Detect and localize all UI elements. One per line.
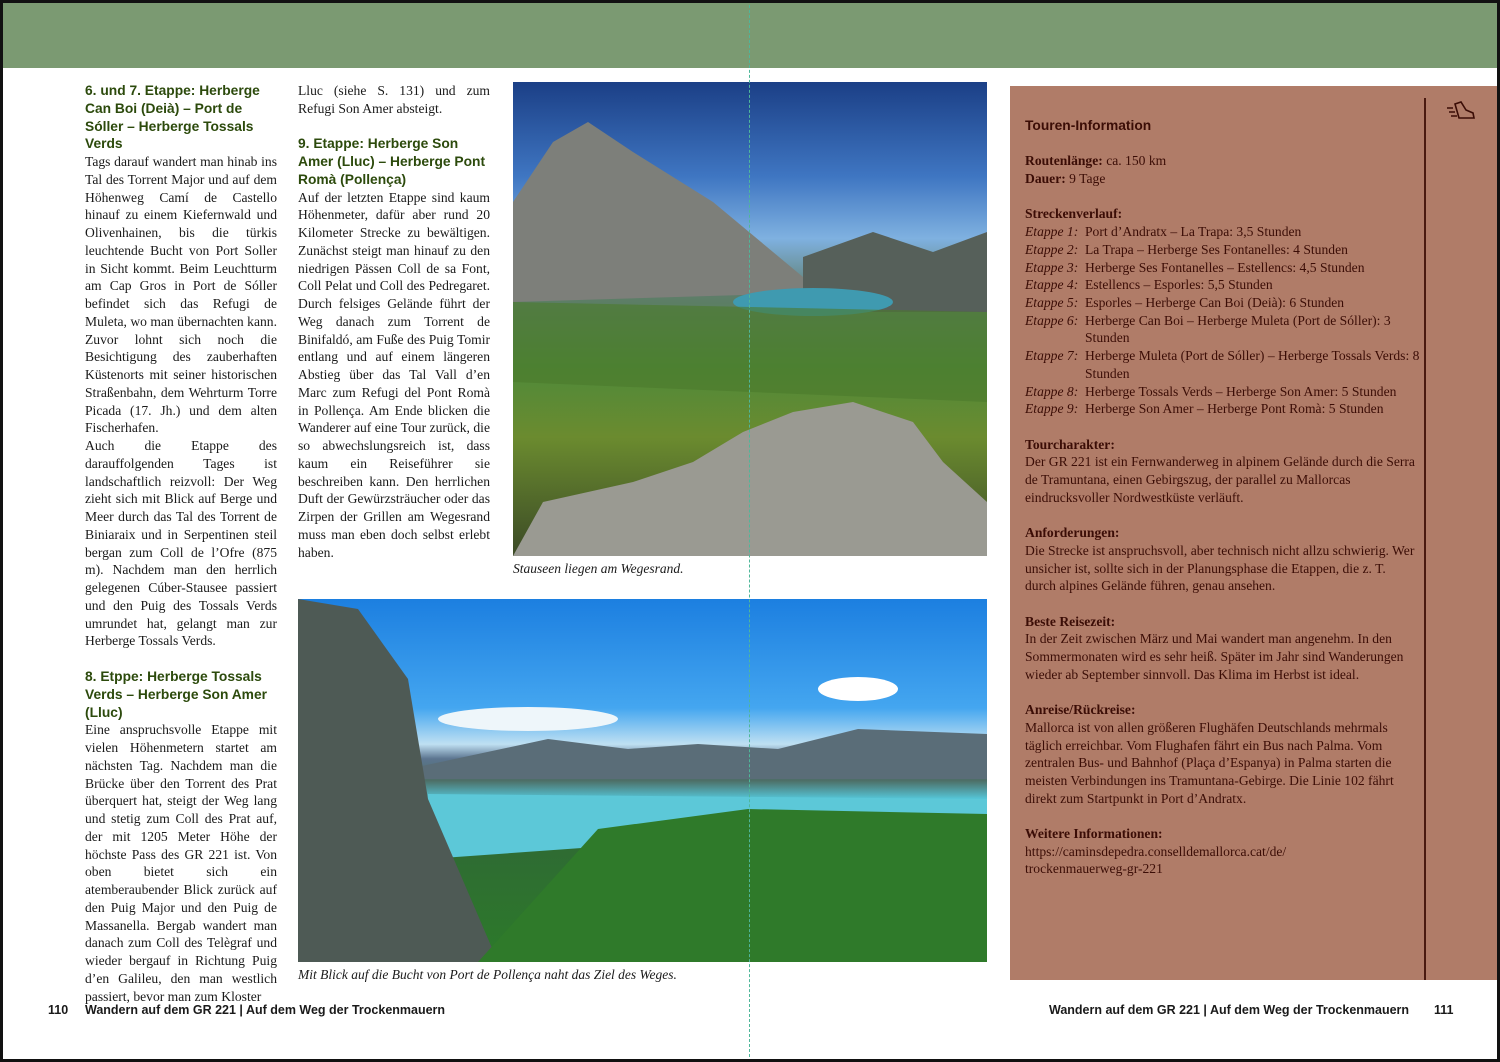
requirements: Die Strecke ist anspruchsvoll, aber technisch nicht allzu schwierig. Wer unsicher ist, sollte sich in der Planungsphase die Etappen, die z. T. durch alpines Gelände führen, genau ansehen. bbox=[1025, 542, 1415, 594]
label: Beste Reisezeit: bbox=[1025, 613, 1116, 629]
stage-item: Etappe 3: Herberge Ses Fontanelles – Estellencs: 4,5 Stunden bbox=[1025, 259, 1365, 275]
divider bbox=[1424, 98, 1426, 980]
stage-item: Etappe 2: La Trapa – Herberge Ses Fontanelles: 4 Stunden bbox=[1025, 241, 1348, 257]
body-text: Auch die Etappe des darauffolgenden Tages ist landschaftlich reizvoll: Der Weg zieht sich mit Blick auf Berge und Meer durch das Tal des Torrent de Biniaraix und in Serpentinen steil bergan zum Coll de l’Ofre (875 m). Nachdem man den herrlich gelegenen Cúber-Stausee passiert und den Puig des Tossals Verds umrundet hat, gelangt man zur Herberge Tossals Verds. bbox=[85, 438, 277, 649]
tour-info-box bbox=[1010, 86, 1497, 980]
tour-character: Der GR 221 ist ein Fernwanderweg in alpinem Gelände durch die Serra de Tramuntana, einen Gebirgszug, der parallel zu Mallorcas eindrucksvoller Nordwestküste verläuft. bbox=[1025, 454, 1415, 505]
section-heading: 9. Etappe: Herberge Son Amer (Lluc) – Herberge Pont Romà (Pollença) bbox=[298, 136, 486, 187]
stage-item: Etappe 8: Herberge Tossals Verds – Herberge Son Amer: 5 Stunden bbox=[1025, 383, 1397, 399]
stage-item: Etappe 5: Esporles – Herberge Can Boi (Deià): 6 Stunden bbox=[1025, 295, 1345, 310]
label: Streckenverlauf: bbox=[1025, 206, 1123, 222]
section-heading: 6. und 7. Etappe: Herberge Can Boi (Deià) – Port de Sóller – Herberge Tossals Verds bbox=[85, 83, 260, 152]
stage-item: Etappe 7: Herberge Muleta (Port de Sóller) – Herberge Tossals Verds: 8 Stunden bbox=[1025, 348, 1420, 381]
stage-item: Etappe 6: Herberge Can Boi – Herberge Muleta (Port de Sóller): 3 Stunden bbox=[1025, 312, 1391, 346]
running-footer: Wandern auf dem GR 221 | Auf dem Weg der Trockenmauern bbox=[85, 1003, 446, 1017]
travel-info: Mallorca ist von allen größeren Flughäfen Deutschlands mehrmals täglich erreichbar. Vom Flughafen fährt ein Bus nach Palma. Vom zentralen Bus- und Bahnhof (Plaça d’Espanya) in Palma starten die meisten Verbindungen ins Tramuntana-Gebirge. Die Linie 102 fährt direkt zum Startpunkt in Port d’Andratx. bbox=[1025, 719, 1394, 806]
photo-caption: Mit Blick auf die Bucht von Port de Pollença naht das Ziel des Weges. bbox=[298, 967, 677, 982]
more-info-link[interactable]: https://caminsdepedra.conselldemallorca.cat/de/ bbox=[1025, 843, 1287, 859]
label: Routenlänge: bbox=[1025, 153, 1103, 169]
body-text: Auf der letzten Etappe sind kaum Höhenmeter, dafür aber rund 20 Kilometer Strecke zu bewältigen. Zunächst steigt man hinauf zu den niedrigen Pässen Coll de sa Font, Coll Pelat und Coll des Pedregaret. Durch felsiges Gelände führt der Weg danach zum Torrent de Binifaldó, am Fuße des Puig Tomir entlang und auf einem längeren Abstieg über das Tal Vall d’en Marc zum Refugi del Pont Romà in Pollença. Am Ende blicken die Wanderer auf eine Tour zurück, die so abwechslungsreich ist, dass kaum ein Reiseführer sie beschreiben kann. Den herrlichen Duft der Gewürzsträucher oder das Zirpen der Grillen am Wegesrand muss man eben doch selbst erlebt haben. bbox=[298, 189, 490, 560]
column-1 bbox=[85, 82, 277, 1005]
label: Anreise/Rückreise: bbox=[1025, 702, 1136, 718]
info-title: Touren-Information bbox=[1025, 118, 1152, 133]
column-2 bbox=[298, 82, 490, 561]
page-number: 110 bbox=[48, 1003, 69, 1017]
hiking-shoe-icon bbox=[1447, 100, 1475, 122]
page-gutter bbox=[749, 0, 750, 1062]
section-heading: 8. Etppe: Herberge Tossals Verds – Herberge Son Amer (Lluc) bbox=[85, 668, 267, 720]
page-number: 111 bbox=[1434, 1003, 1454, 1017]
label: Dauer: bbox=[1025, 171, 1066, 187]
label: Tourcharakter: bbox=[1025, 436, 1115, 452]
body-text: Eine anspruchsvolle Etappe mit vielen Höhenmetern startet am nächsten Tag. Nachdem man die Brücke über den Torrent des Prat überquert hat, steigt der Weg lang und stetig zum Coll des Prat auf, der mit 1205 Meter Höhe der höchste Pass des GR 221 ist. Von oben bietet sich ein atemberaubender Blick zurück auf den Puig Major und den Puig de Massanella. Bergab wandert man danach zum Coll des Telègraf und wieder bergauf in Richtung Puig d’en Galileu, den man westlich passiert, bevor man zum Kloster bbox=[85, 722, 277, 1004]
route-length: ca. 150 km bbox=[1102, 153, 1167, 169]
stage-item: Etappe 1: Port d’Andratx – La Trapa: 3,5 Stunden bbox=[1025, 224, 1302, 240]
more-info-link[interactable]: trockenmauerweg-gr-221 bbox=[1025, 861, 1163, 877]
stage-item: Etappe 9: Herberge Son Amer – Herberge Pont Romà: 5 Stunden bbox=[1025, 401, 1384, 417]
stage-item: Etappe 4: Estellencs – Esporles: 5,5 Stunden bbox=[1025, 277, 1273, 293]
label: Anforderungen: bbox=[1025, 525, 1120, 541]
best-season: In der Zeit zwischen März und Mai wandert man angenehm. In den Sommermonaten wird es sehr heiß. Später im Jahr sind Wanderungen wieder ab September sinnvoll. Das Klima im Herbst ist ideal. bbox=[1025, 631, 1404, 682]
photo-reservoir bbox=[513, 82, 987, 556]
duration: 9 Tage bbox=[1065, 171, 1106, 187]
photo-caption: Stauseen liegen am Wegesrand. bbox=[513, 561, 684, 576]
body-text: Tags darauf wandert man hinab ins Tal des Torrent Major und auf dem Höhenweg Camí de Castello hinauf zu einem Kiefernwald und Olivenhainen, bis die türkis leuchtende Bucht von Port Soller in Sicht kommt. Beim Leuchtturm am Cap Gros in Port de Sóller befindet sich das Refugi de Muleta, wo man übernachten kann. Zuvor lohnt sich noch die Besichtigung des zauberhaften Küstenorts mit seiner historischen Straßenbahn, dem Wehrturm Torre Picada (17. Jh.) und dem alten Fischerhafen. bbox=[85, 154, 277, 436]
photo-bay-pollenca bbox=[298, 599, 987, 962]
running-footer: Wandern auf dem GR 221 | Auf dem Weg der Trockenmauern bbox=[1049, 1003, 1410, 1017]
header-band bbox=[0, 0, 1500, 68]
body-text: Lluc (siehe S. 131) und zum Refugi Son Amer absteigt. bbox=[298, 83, 490, 116]
label: Weitere Informationen: bbox=[1025, 826, 1163, 842]
